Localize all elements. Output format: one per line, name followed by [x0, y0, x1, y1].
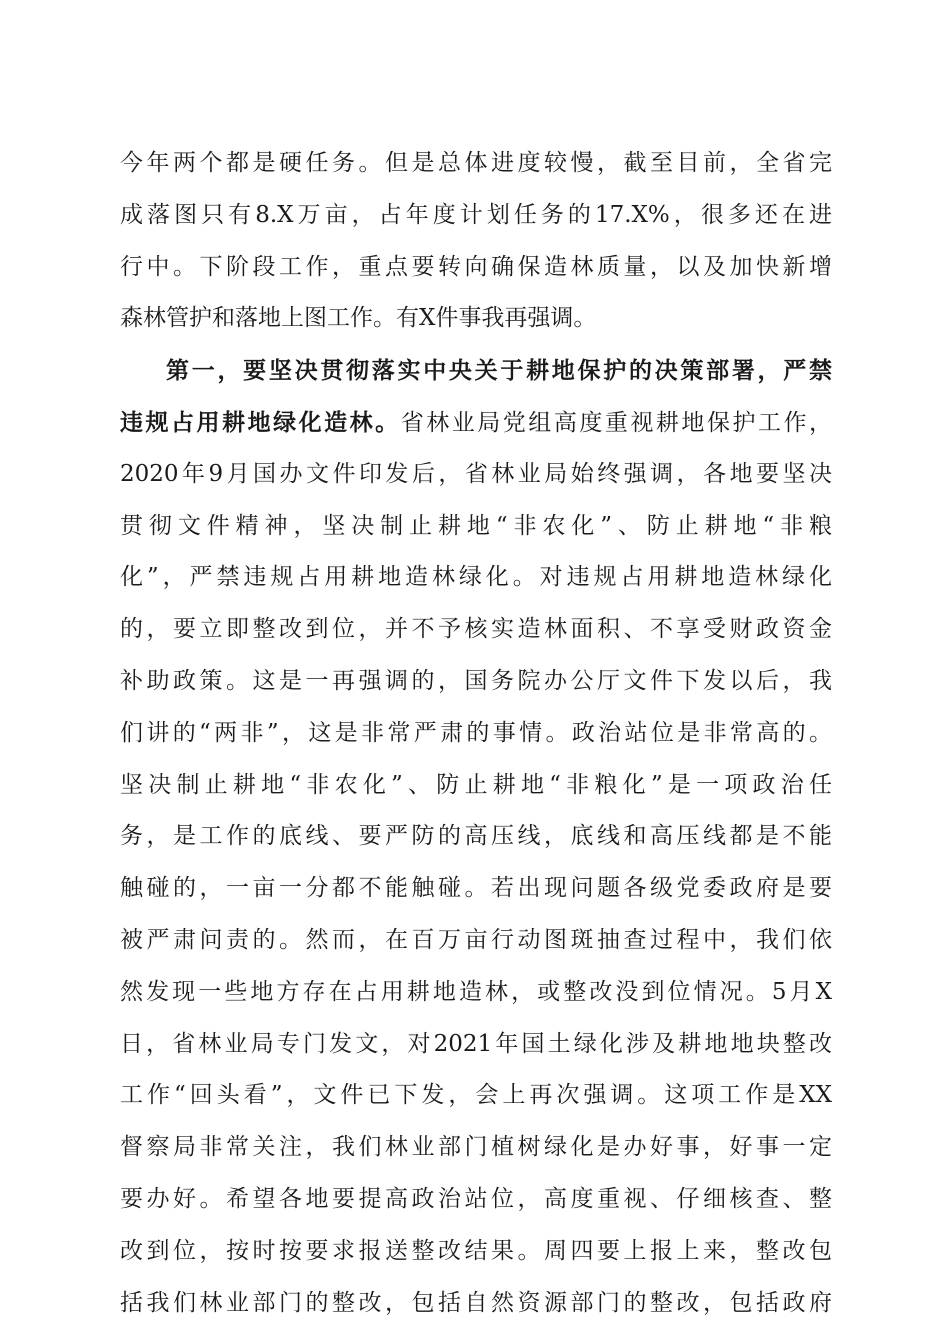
text-line: 森林管护和落地上图工作。有X件事我再强调。	[120, 305, 597, 332]
text-line: 触碰的，一亩一分都不能触碰。若出现问题各级党委政府是要	[120, 875, 832, 902]
text-line: 然发现一些地方存在占用耕地造林，或整改没到位情况。5月X	[120, 978, 832, 1005]
text-line: 的，要立即整改到位，并不予核实造林面积、不享受财政资金	[120, 616, 832, 643]
section-heading-line: 第一，要坚决贯彻落实中央关于耕地保护的决策部署，严禁	[166, 357, 832, 385]
text-line: 补助政策。这是一再强调的，国务院办公厅文件下发以后，我	[120, 667, 832, 694]
text-line: 们讲的“两非”，这是非常严肃的事情。政治站位是非常高的。	[120, 719, 832, 746]
text-line: 督察局非常关注，我们林业部门植树绿化是办好事，好事一定	[120, 1134, 832, 1161]
text-fragment: 省林业局党组高度重视耕地保护工作，	[400, 409, 833, 436]
text-line: 括我们林业部门的整改，包括自然资源部门的整改，包括政府	[120, 1289, 832, 1316]
text-line	[120, 397, 832, 449]
text-line: 日，省林业局专门发文，对2021年国土绿化涉及耕地地块整改	[120, 1030, 832, 1057]
text-line: 成落图只有8.X万亩，占年度计划任务的17.X%，很多还在进	[120, 201, 832, 228]
section-heading-tail: 违规占用耕地绿化造林。	[120, 408, 401, 436]
text-line: 贯彻文件精神，坚决制止耕地“非农化”、防止耕地“非粮	[120, 512, 832, 539]
text-line: 2020年9月国办文件印发后，省林业局始终强调，各地要坚决	[120, 460, 832, 487]
text-line: 化”，严禁违规占用耕地造林绿化。对违规占用耕地造林绿化	[120, 564, 832, 591]
text-line: 坚决制止耕地“非农化”、防止耕地“非粮化”是一项政治任	[120, 771, 832, 798]
document-body	[120, 138, 832, 1329]
text-line: 今年两个都是硬任务。但是总体进度较慢，截至目前，全省完	[120, 150, 832, 176]
text-line: 要办好。希望各地要提高政治站位，高度重视、仔细核查、整	[120, 1185, 832, 1212]
text-line: 务，是工作的底线、要严防的高压线，底线和高压线都是不能	[120, 823, 832, 850]
text-line: 工作“回头看”，文件已下发，会上再次强调。这项工作是XX	[120, 1082, 832, 1109]
text-line: 被严肃问责的。然而，在百万亩行动图斑抽查过程中，我们依	[120, 926, 832, 953]
text-line: 行中。下阶段工作，重点要转向确保造林质量，以及加快新增	[120, 253, 832, 280]
text-line: 改到位，按时按要求报送整改结果。周四要上报上来，整改包	[120, 1237, 832, 1264]
